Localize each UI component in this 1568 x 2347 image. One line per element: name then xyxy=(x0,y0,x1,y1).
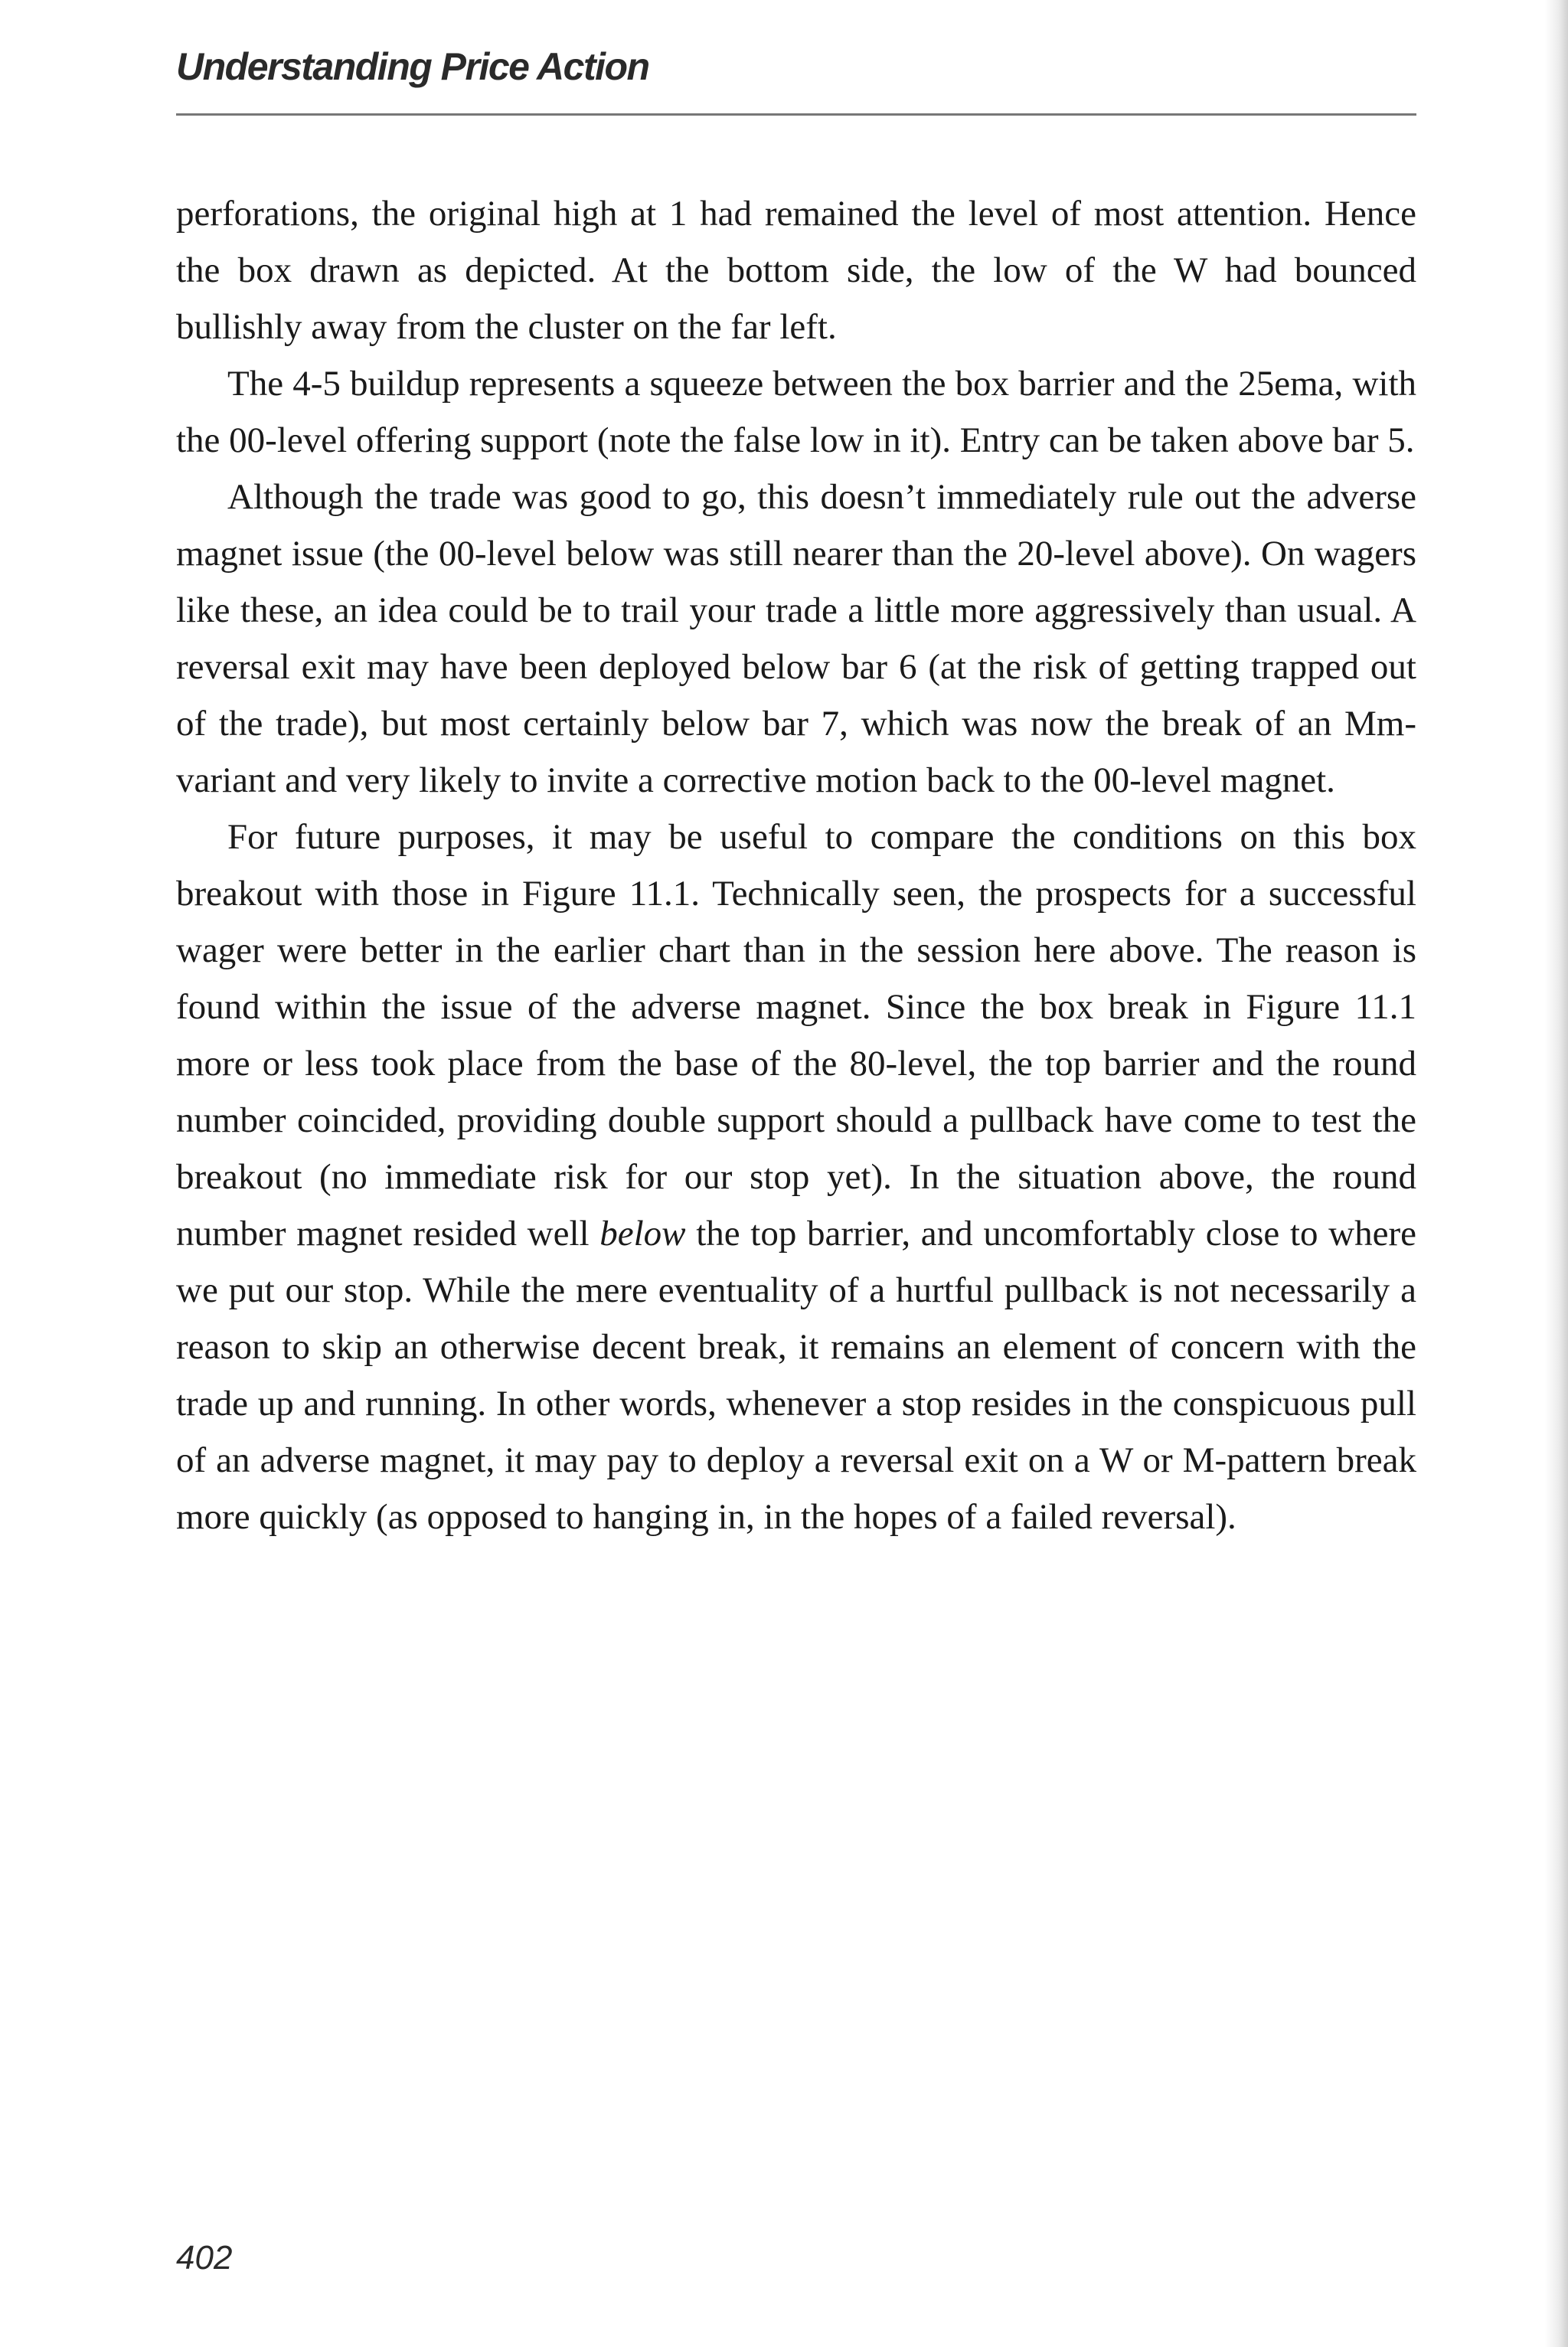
paragraph-3: Although the trade was good to go, this doesn’t immediately rule out the adverse magnet issue (the 00-level below was still nearer than the 20-level above). On wagers like these, an idea could be to trail your trade a little more aggressively than usual. A reversal exit may have been deployed below bar 6 (at the risk of getting trapped out of the trade), but most certainly below bar 7, which was now the break of an Mm-variant and very likely to invite a corrective motion back to the 00-level magnet. xyxy=(176,477,1416,800)
body-text xyxy=(176,185,1416,1545)
paragraph-1: perforations, the original high at 1 had remained the level of most attention. Hence the box drawn as depicted. At the bottom side, the low of the W had bounced bullishly away from the cluster on the far left. xyxy=(176,194,1416,347)
paragraph-4-emphasis: below xyxy=(599,1214,686,1254)
paragraph-4-text-after: the top barrier, and uncomfortably close to where we put our stop. While the mere eventuality of a hurtful pullback is not necessarily a reason to skip an otherwise decent break, it remains an element of concern with the trade up and running. In other words, whenever a stop resides in the conspicuous pull of an adverse magnet, it may pay to deploy a reversal exit on a W or M-pattern break more quickly (as opposed to hanging in, in the hopes of a failed reversal). xyxy=(176,1214,1416,1537)
paragraph-4 xyxy=(176,809,1416,1545)
header-rule xyxy=(176,113,1416,116)
running-head: Understanding Price Action xyxy=(176,45,649,88)
paragraph-2: The 4-5 buildup represents a squeeze between the box barrier and the 25ema, with the 00-level offering support (note the false low in it). Entry can be taken above bar 5. xyxy=(176,364,1416,460)
paragraph-4-text-before: For future purposes, it may be useful to compare the conditions on this box breakout with those in Figure 11.1. Technically seen, the prospects for a successful wager were better in the earlier chart than in the session here above. The reason is found within the issue of the adverse magnet. Since the box break in Figure 11.1 more or less took place from the base of the 80-level, the top barrier and the round number coincided, providing double support should a pullback have come to test the breakout (no immediate risk for our stop yet). In the situation above, the round number magnet resided well xyxy=(176,817,1416,1254)
page-edge-shadow xyxy=(1545,0,1568,2347)
page-number: 402 xyxy=(176,2239,233,2277)
